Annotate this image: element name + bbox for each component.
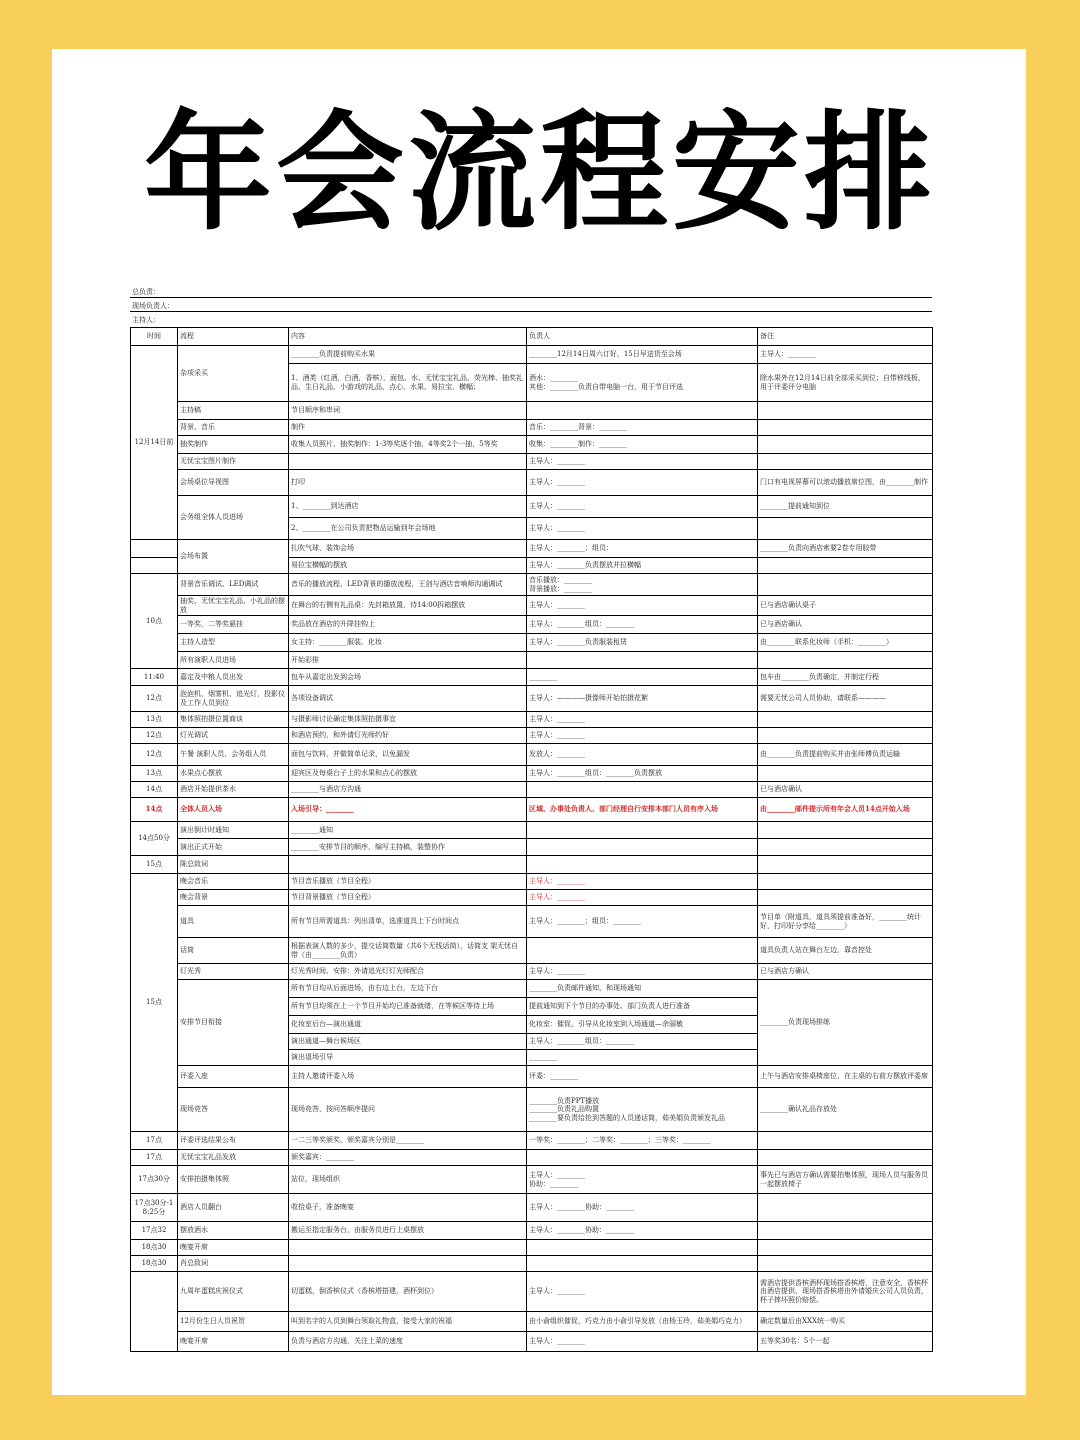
cell-process: 背景、音乐 xyxy=(178,420,289,436)
table-row xyxy=(131,1256,933,1272)
cell-content: ________负责提前购买水果 xyxy=(289,346,527,364)
cell-content: 扎吹气球，装饰会场 xyxy=(289,540,527,558)
cell-note: 包车由________负责确定，并制定行程 xyxy=(758,669,933,686)
cell-content: 2、________在公司负责把物品运输到年会场地 xyxy=(289,518,527,540)
cell-responsible xyxy=(527,1256,758,1272)
cell-content: 开始彩排 xyxy=(289,652,527,669)
page-title: 年会流程安排 xyxy=(143,99,936,248)
cell-content: 节目顺序和串词 xyxy=(289,402,527,420)
cell-responsible: 主导人：________ xyxy=(527,1332,758,1352)
cell-process: 主持稿 xyxy=(178,402,289,420)
cell-note: 由________负责提前购买并由张师傅负责运输 xyxy=(758,744,933,766)
header-line-2: 现场负责人： xyxy=(130,298,932,312)
cell-content: 和酒店预约，和外请灯光师约好 xyxy=(289,728,527,744)
cell-note: 需酒店提供香槟酒杯现场搭香槟塔，注意安全，香槟杯由酒店提供，现场搭香槟塔由外请婚庆公司人员负责，杯子摔坏照价赔偿。 xyxy=(758,1272,933,1312)
table-row xyxy=(131,402,933,420)
cell-responsible: 主导人：________组员：________ xyxy=(527,1034,758,1050)
cell-time xyxy=(131,1272,178,1352)
cell-content: 收拾桌子，准备晚宴 xyxy=(289,1194,527,1222)
cell-content: 现场竞答，按问答顺序提问 xyxy=(289,1088,527,1132)
table-row xyxy=(131,980,933,998)
cell-process: 水果点心摆放 xyxy=(178,766,289,782)
schedule-sheet xyxy=(130,284,932,1352)
cell-content xyxy=(289,1240,527,1256)
cell-content: 入场引导：________ xyxy=(289,798,527,822)
cell-responsible xyxy=(527,782,758,798)
cell-responsible: 音乐：________背景：________ xyxy=(527,420,758,436)
cell-responsible: 主导人：________ xyxy=(527,1272,758,1312)
cell-content: 1、________到达酒店 xyxy=(289,496,527,518)
cell-responsible xyxy=(527,652,758,669)
cell-note xyxy=(758,766,933,782)
cell-responsible: 化妆室：催促、引导从化妆室到入场通道—余丽敏 xyxy=(527,1016,758,1034)
cell-content: 收集人员照片、抽奖制作：1-3等奖逐个抽，4等奖2个一抽，5等奖 xyxy=(289,436,527,454)
cell-time: 13点 xyxy=(131,712,178,728)
table-row xyxy=(131,616,933,634)
cell-content: 在舞台的右侧有礼品桌：先封箱放置，待14:00拆箱摆放 xyxy=(289,596,527,616)
cell-process: 评委入座 xyxy=(178,1066,289,1088)
cell-process: 抽奖制作 xyxy=(178,436,289,454)
cell-note: 五等奖30名：5个一起 xyxy=(758,1332,933,1352)
cell-time xyxy=(131,540,178,558)
cell-content: ________安排节目的顺序，编写主持稿，装整协作 xyxy=(289,839,527,856)
cell-content: 搬运至指定服务台，由服务员进行上桌摆放 xyxy=(289,1222,527,1240)
cell-note xyxy=(758,454,933,470)
cell-process: 嘉定及中粮人员出发 xyxy=(178,669,289,686)
cell-note: 节目单（附道具，道具须提前准备好，________统计好，打印好分享给________） xyxy=(758,906,933,938)
table-row xyxy=(131,964,933,980)
cell-responsible xyxy=(527,822,758,839)
table-row xyxy=(131,346,933,364)
cell-content: 颁奖嘉宾：________ xyxy=(289,1150,527,1166)
column-header: 内容 xyxy=(289,328,527,346)
cell-note: 需要无忧公司人员协助，请联系———— xyxy=(758,686,933,712)
cell-responsible: 主导人：________ xyxy=(527,964,758,980)
schedule-table xyxy=(130,327,933,1352)
table-row xyxy=(131,728,933,744)
cell-content: 易拉宝横幅的摆放 xyxy=(289,558,527,574)
cell-note xyxy=(758,1240,933,1256)
cell-note: 确定数量后由XXX统一购买 xyxy=(758,1312,933,1332)
cell-note: ________负责向酒店索要2卷专用胶带 xyxy=(758,540,933,558)
cell-process: 演出倒计时通知 xyxy=(178,822,289,839)
cell-process: 12月份生日人员祝贺 xyxy=(178,1312,289,1332)
cell-note xyxy=(758,518,933,540)
table-row xyxy=(131,669,933,686)
cell-responsible: 主导人：________ xyxy=(527,496,758,518)
cell-note: 由________联系化妆师（手机：________） xyxy=(758,634,933,652)
cell-process: 肖总致词 xyxy=(178,1256,289,1272)
table-header-row xyxy=(131,328,933,346)
table-row xyxy=(131,1312,933,1332)
cell-content: 根据表演人数的多少，提交话筒数量（共6个无线话筒），话筒支 架无忧自带（由________负责） xyxy=(289,938,527,964)
column-header: 流程 xyxy=(178,328,289,346)
cell-process: 会场桌位导视图 xyxy=(178,470,289,496)
cell-content: 化妆室后台—演出通道 xyxy=(289,1016,527,1034)
cell-note xyxy=(758,1132,933,1150)
cell-responsible xyxy=(527,1150,758,1166)
cell-process: 话筒 xyxy=(178,938,289,964)
cell-note: 主导人：________ xyxy=(758,346,933,364)
cell-content: 节目音乐播放（节目全程） xyxy=(289,874,527,890)
cell-responsible: 主导人：________协助：________ xyxy=(527,1222,758,1240)
cell-process: 晚宴开席 xyxy=(178,1240,289,1256)
cell-content xyxy=(289,454,527,470)
cell-content: 奖品放在酒店的升降挂钩上 xyxy=(289,616,527,634)
table-row xyxy=(131,496,933,518)
cell-responsible: ________12月14日周六订好，15日早送货至会场 xyxy=(527,346,758,364)
cell-process: 晚会背景 xyxy=(178,890,289,906)
cell-responsible: 区域、办事处负责人、部门经理自行安排本部门人员有序入场 xyxy=(527,798,758,822)
cell-responsible: 由小俞组织催促，巧克力由小俞引导发放（由杨玉玲，茹美娟巧克力） xyxy=(527,1312,758,1332)
cell-process: 安排节目衔接 xyxy=(178,980,289,1066)
cell-responsible: 一等奖：________；二等奖：________；三等奖：________ xyxy=(527,1132,758,1150)
cell-time: 15点 xyxy=(131,874,178,1132)
table-row xyxy=(131,938,933,964)
cell-time: 12点 xyxy=(131,686,178,712)
cell-responsible: 主导人：________ xyxy=(527,454,758,470)
column-header: 负责人 xyxy=(527,328,758,346)
cell-responsible: 主导人：________ xyxy=(527,518,758,540)
cell-content: 演出通道—舞台候场区 xyxy=(289,1034,527,1050)
cell-time: 14点 xyxy=(131,798,178,822)
cell-time xyxy=(131,558,178,574)
cell-time: 17点 xyxy=(131,1150,178,1166)
cell-note xyxy=(758,402,933,420)
cell-process: 一等奖，二等奖悬挂 xyxy=(178,616,289,634)
cell-note: 已与酒店确认桌子 xyxy=(758,596,933,616)
table-row xyxy=(131,839,933,856)
cell-note xyxy=(758,574,933,596)
cell-process: 现场竞答 xyxy=(178,1088,289,1132)
cell-note xyxy=(758,728,933,744)
cell-note: 由________邮件提示所有年会人员14点开始入场 xyxy=(758,798,933,822)
cell-content xyxy=(289,856,527,874)
cell-process: 酒店人员翻台 xyxy=(178,1194,289,1222)
cell-content: 负责与酒店方沟通，关注上菜的速度 xyxy=(289,1332,527,1352)
table-row xyxy=(131,574,933,596)
table-row xyxy=(131,686,933,712)
cell-time: 17点30分-18:25分 xyxy=(131,1194,178,1222)
cell-responsible xyxy=(527,938,758,964)
cell-responsible: 音乐播放：________ 背景播放：________ xyxy=(527,574,758,596)
table-row xyxy=(131,874,933,890)
cell-time: 12点 xyxy=(131,744,178,766)
table-row xyxy=(131,1150,933,1166)
table-row xyxy=(131,890,933,906)
table-row xyxy=(131,596,933,616)
cell-process: 全体人员入场 xyxy=(178,798,289,822)
table-row xyxy=(131,652,933,669)
cell-note xyxy=(758,712,933,728)
cell-note: ________确认礼品存放处 xyxy=(758,1088,933,1132)
cell-time: 12月14日前 xyxy=(131,346,178,540)
cell-content: 包车从嘉定出发到会场 xyxy=(289,669,527,686)
cell-content: 灯光秀时间、安排：外请追光灯灯光师配合 xyxy=(289,964,527,980)
cell-process: 午餐 演职人员、会务组人员 xyxy=(178,744,289,766)
cell-process: 陈总致词 xyxy=(178,856,289,874)
cell-responsible: 主导人：________负责摆放并拉横幅 xyxy=(527,558,758,574)
header-line-3: 主持人： xyxy=(132,315,160,324)
table-row xyxy=(131,1088,933,1132)
cell-time: 17点 xyxy=(131,1132,178,1150)
cell-note xyxy=(758,558,933,574)
cell-time: 17点32 xyxy=(131,1222,178,1240)
cell-responsible: 主导人：________ xyxy=(527,890,758,906)
cell-time: 13点 xyxy=(131,766,178,782)
cell-process: 灯光秀 xyxy=(178,964,289,980)
cell-time: 11:40 xyxy=(131,669,178,686)
cell-process: 晚会音乐 xyxy=(178,874,289,890)
cell-process: 所有演职人员进场 xyxy=(178,652,289,669)
cell-responsible: ________ xyxy=(527,1050,758,1066)
column-header: 时间 xyxy=(131,328,178,346)
cell-process: 晚宴开席 xyxy=(178,1332,289,1352)
cell-content: 制作 xyxy=(289,420,527,436)
column-header: 备注 xyxy=(758,328,933,346)
cell-content: 打印 xyxy=(289,470,527,496)
table-row xyxy=(131,906,933,938)
cell-process: 评委评选结果公布 xyxy=(178,1132,289,1150)
cell-responsible: 提前通知到下个节目的办事处、部门负责人进行准备 xyxy=(527,998,758,1016)
table-row xyxy=(131,1332,933,1352)
cell-process: 道具 xyxy=(178,906,289,938)
cell-responsible: 主导人：————摄像师开始拍摄花絮 xyxy=(527,686,758,712)
cell-note: 已与酒店方确认 xyxy=(758,964,933,980)
cell-responsible: 主导人：________ xyxy=(527,712,758,728)
table-row xyxy=(131,782,933,798)
cell-content: ________与酒店方沟通 xyxy=(289,782,527,798)
cell-note: ________负责现场排练 xyxy=(758,980,933,1066)
cell-content: 女主持：________服装、化妆 xyxy=(289,634,527,652)
cell-content xyxy=(289,1256,527,1272)
cell-responsible: 主导人：________ 协助：________ xyxy=(527,1166,758,1194)
cell-process: 会务组全体人员进场 xyxy=(178,496,289,540)
cell-process: 会场布置 xyxy=(178,540,289,574)
table-row xyxy=(131,436,933,454)
cell-responsible: 主导人：________组员：________负责摆放 xyxy=(527,766,758,782)
table-row xyxy=(131,1222,933,1240)
cell-note: 已与酒店确认 xyxy=(758,616,933,634)
cell-responsible xyxy=(527,856,758,874)
table-row xyxy=(131,856,933,874)
cell-process: 九周年蛋糕庆祝仪式 xyxy=(178,1272,289,1312)
cell-process: 安排拍摄集体照 xyxy=(178,1166,289,1194)
cell-note xyxy=(758,1256,933,1272)
table-row xyxy=(131,712,933,728)
cell-process: 灯光调试 xyxy=(178,728,289,744)
cell-responsible xyxy=(527,1240,758,1256)
cell-content: 所有节目均须在上一个节目开始均已准备就绪，在等候区等待上场 xyxy=(289,998,527,1016)
cell-responsible: ________负责PPT播放 ________负责礼品购置 ________要负责给抢到答题的人员递话筒，茹美娟负责颁发礼品 xyxy=(527,1088,758,1132)
table-row xyxy=(131,1194,933,1222)
cell-responsible: 主导人：________ xyxy=(527,596,758,616)
cell-content: 一二三等奖颁奖，颁奖嘉宾分别是________ xyxy=(289,1132,527,1150)
cell-note xyxy=(758,1150,933,1166)
cell-responsible: ________负责邮件通知，和现场通知 xyxy=(527,980,758,998)
table-row xyxy=(131,634,933,652)
cell-responsible: 主导人：________负责服装租赁 xyxy=(527,634,758,652)
cell-content: 音乐的播放流程、LED背景的播放流程，王剑与酒店音响师沟通调试 xyxy=(289,574,527,596)
cell-time: 12点 xyxy=(131,728,178,744)
cell-process: 摆放酒水 xyxy=(178,1222,289,1240)
cell-content: 主持人邀请评委入场 xyxy=(289,1066,527,1088)
cell-process: 酒店开始提供茶水 xyxy=(178,782,289,798)
table-row xyxy=(131,1166,933,1194)
cell-note xyxy=(758,420,933,436)
cell-time: 14点50分 xyxy=(131,822,178,856)
table-row xyxy=(131,822,933,839)
cell-note xyxy=(758,652,933,669)
cell-responsible: 酒水：________ 其他：________负责自带电脑一台，用于节目评选 xyxy=(527,364,758,402)
cell-responsible: 主导人：________；组员：________ xyxy=(527,906,758,938)
header-line-1: 总负责： xyxy=(130,284,932,298)
cell-responsible: 主导人：________ xyxy=(527,874,758,890)
cell-note: 门口有电视屏幕可以滚动播放席位图，由________制作 xyxy=(758,470,933,496)
cell-content: 所有节目所需道具：列出清单，选准道具上下台时间点 xyxy=(289,906,527,938)
cell-note xyxy=(758,1194,933,1222)
cell-process: 抽奖、无忧宝宝礼品、小礼品的摆放 xyxy=(178,596,289,616)
cell-time: 17点30分 xyxy=(131,1166,178,1194)
cell-time: 18点30 xyxy=(131,1240,178,1256)
cell-responsible xyxy=(527,839,758,856)
table-row xyxy=(131,744,933,766)
cell-content: 所有节目均从后面进场，由右边上台，左边下台 xyxy=(289,980,527,998)
cell-time: 15点 xyxy=(131,856,178,874)
table-row xyxy=(131,470,933,496)
cell-responsible: 评委：________ xyxy=(527,1066,758,1088)
cell-content: 面包与饮料，并做简单记录，以免漏发 xyxy=(289,744,527,766)
cell-content: ________通知 xyxy=(289,822,527,839)
cell-time: 18点30 xyxy=(131,1256,178,1272)
table-row xyxy=(131,1272,933,1312)
cell-note: 道具负责人站在舞台左边，靠音控处 xyxy=(758,938,933,964)
cell-note: 已与酒店确认 xyxy=(758,782,933,798)
cell-responsible: 主导人：________；组员： xyxy=(527,540,758,558)
table-row xyxy=(131,1066,933,1088)
cell-time: 10点 xyxy=(131,574,178,669)
cell-responsible: 主导人：________ xyxy=(527,728,758,744)
cell-content: 与摄影师讨论确定集体照拍摄事宜 xyxy=(289,712,527,728)
cell-process: 杂项采买 xyxy=(178,346,289,402)
cell-content: 迎宾区及每桌台子上的水果和点心的摆放 xyxy=(289,766,527,782)
cell-responsible: 主导人：________协助：________ xyxy=(527,1194,758,1222)
cell-note: 事先已与酒店方确认需要拍集体照，现场人员与服务员一起摆放椅子 xyxy=(758,1166,933,1194)
cell-responsible: 主导人：________组员：________ xyxy=(527,616,758,634)
cell-content: 各项设备调试 xyxy=(289,686,527,712)
table-row xyxy=(131,766,933,782)
cell-content: 站位，现场组织 xyxy=(289,1166,527,1194)
cell-process: 无忧宝宝礼品发放 xyxy=(178,1150,289,1166)
cell-process: 演出正式开始 xyxy=(178,839,289,856)
cell-content: 演出退场引导 xyxy=(289,1050,527,1066)
cell-note xyxy=(758,874,933,890)
cell-responsible: 收集：________制作：________ xyxy=(527,436,758,454)
cell-note xyxy=(758,839,933,856)
cell-note xyxy=(758,436,933,454)
table-body xyxy=(131,346,933,1352)
table-row xyxy=(131,1240,933,1256)
cell-content: 切蛋糕，倒香槟仪式（香槟塔搭建、酒杯到位） xyxy=(289,1272,527,1312)
cell-note xyxy=(758,890,933,906)
cell-content: 叫到名字的人员到舞台领取礼物盒，接受大家的祝福 xyxy=(289,1312,527,1332)
table-row xyxy=(131,1132,933,1150)
table-row xyxy=(131,420,933,436)
table-row xyxy=(131,798,933,822)
cell-responsible: 主导人：________ xyxy=(527,470,758,496)
cell-process: 泡泡机、烟雾机、追光灯，投影仪及工作人员到位 xyxy=(178,686,289,712)
cell-note: ________提前通知到位 xyxy=(758,496,933,518)
cell-note xyxy=(758,822,933,839)
cell-process: 无忧宝宝图片制作 xyxy=(178,454,289,470)
cell-note: 除水果外在12月14日前全部采买到位；自带移线板，用于评委评分电脑 xyxy=(758,364,933,402)
table-row xyxy=(131,540,933,558)
cell-content: 1、酒类（红酒，白酒，香槟），面包、水、无忧宝宝礼品、荧光棒、抽奖礼品、生日礼品、小游戏的礼品、点心、水果、易拉宝、横幅； xyxy=(289,364,527,402)
cell-process: 集体照拍摄位置商谈 xyxy=(178,712,289,728)
cell-note xyxy=(758,1222,933,1240)
cell-process: 主持人造型 xyxy=(178,634,289,652)
cell-responsible xyxy=(527,402,758,420)
cell-note xyxy=(758,856,933,874)
cell-process: 背景音乐调试、LED调试 xyxy=(178,574,289,596)
cell-responsible: 发放人：________ xyxy=(527,744,758,766)
table-row xyxy=(131,454,933,470)
cell-note: 上午与酒店安排桌椅座位，在主桌的右前方摆放评委席 xyxy=(758,1066,933,1088)
cell-content: 节目背景播放（节目全程） xyxy=(289,890,527,906)
cell-time: 14点 xyxy=(131,782,178,798)
cell-responsible: ________ xyxy=(527,669,758,686)
